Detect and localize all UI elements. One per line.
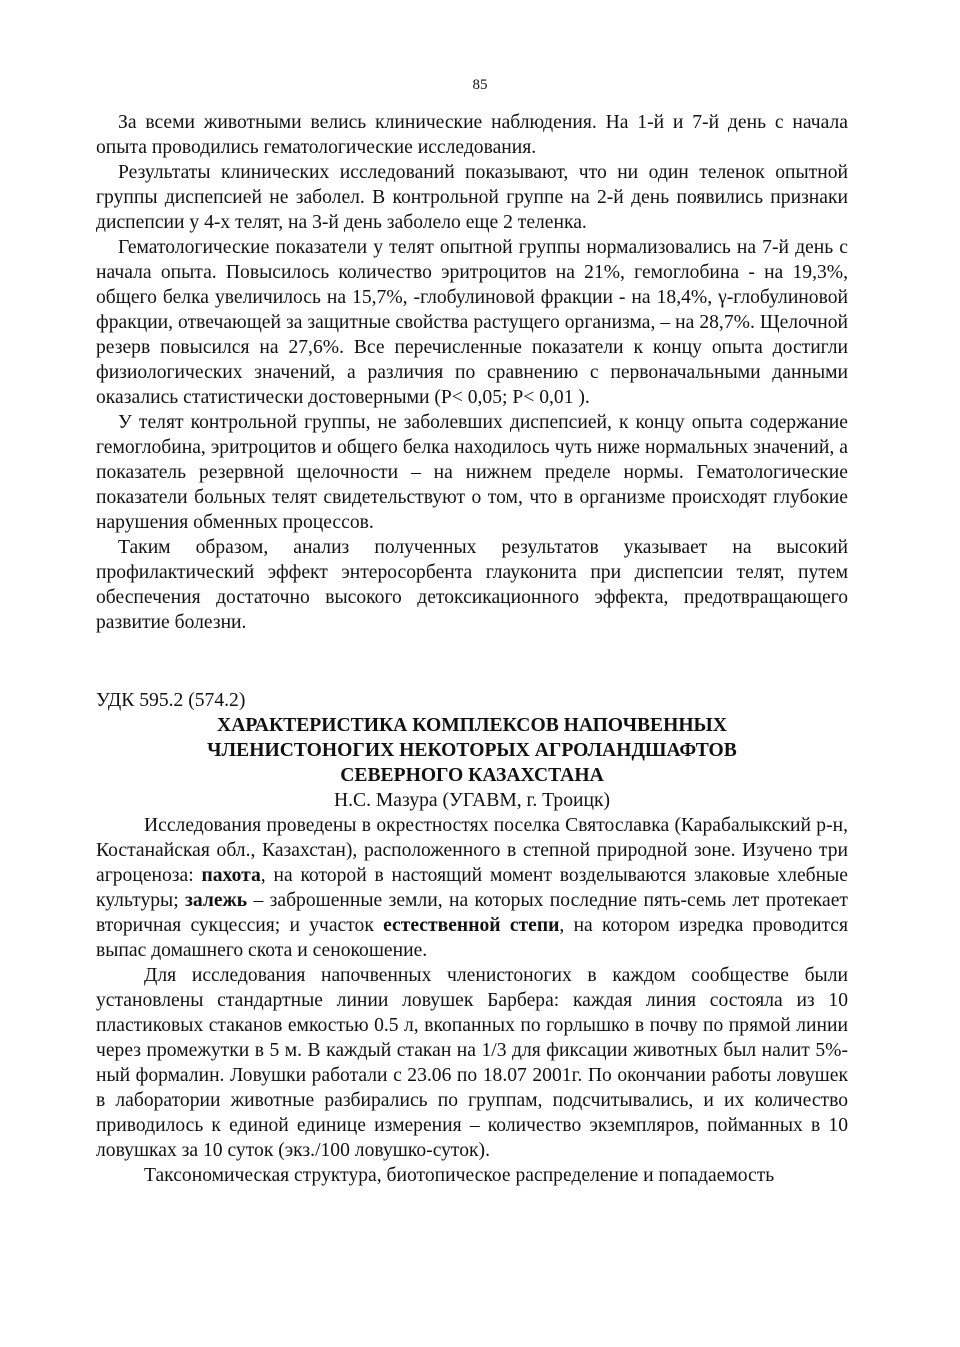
paragraph-observations: За всеми животными велись клинические наблюдения. На 1-й и 7-й день с начала опыта проводились гематологические исследования. [96,112,848,158]
previous-article-conclusion [96,110,848,635]
text-run: – заброшенные земли, на которых последние пять-семь лет протекает вторичная сукцессия; и участок [96,890,848,936]
text-run: , на которой в настоящий момент возделываются злаковые хлебные культуры; [96,865,848,911]
paragraph-clinical-results: Результаты клинических исследований показывают, что ни один теленок опытной группы диспепсией не заболел. В контрольной группе на 2-й день появились признаки диспепсии у 4-х телят, на 3-й день заболело еще 2 теленка. [96,162,848,233]
term-fallow: залежь [185,890,248,911]
text-run: Исследования проведены в окрестностях поселка Святославка (Карабалыкский р-н, Костанайская обл., Казахстан), расположенного в степной природной зоне. Изучено три агроценоза: [96,815,848,886]
page-number: 85 [472,77,488,93]
term-natural-steppe: естественной степи [383,915,560,936]
paragraph-hematology: Гематологические показатели у телят опытной группы нормализовались на 7-й день с начала опыта. Повысилось количество эритроцитов на 21%, гемоглобина - на 19,3%, общего белка увеличилось на 15,7%, -глобулиновой фракции - на 18,4%, γ-глобулиновой фракции, отвечающей за защитные свойства растущего организма, – на 28,7%. Щелочной резерв повысился на 27,6%. Все перечисленные показатели к концу опыта достигли физиологических значений, а различия по сравнению с первоначальными данными оказались статистически достоверными (Р< 0,05; Р< 0,01 ). [96,237,848,408]
article-body [96,813,848,1188]
paragraph-conclusion: Таким образом, анализ полученных результатов указывает на высокий профилактический эффект энтеросорбента глауконита при диспепсии телят, путем обеспечения достаточно высокого детоксикационного эффекта, предотвращающего развитие болезни. [96,537,848,633]
article-author: Н.С. Мазура (УГАВМ, г. Троицк) [333,790,611,811]
article-title-line: СЕВЕРНОГО КАЗАХСТАНА [340,765,604,786]
paragraph-taxonomy: Таксономическая структура, биотопическое распределение и попадаемость [144,1165,775,1186]
article-title [96,713,848,788]
paragraph-control-group: У телят контрольной группы, не заболевших диспепсией, к концу опыта содержание гемоглобина, эритроцитов и общего белка находилось чуть ниже нормальных значений, а показатель резервной щелочности – на нижнем пределе нормы. Гематологические показатели больных телят свидетельствуют о том, что в организме происходят глубокие нарушения обменных процессов. [96,412,848,533]
article-title-line: ХАРАКТЕРИСТИКА КОМПЛЕКСОВ НАПОЧВЕННЫХ [217,715,727,736]
paragraph-study-area [96,813,848,963]
article-title-line: ЧЛЕНИСТОНОГИХ НЕКОТОРЫХ АГРОЛАНДШАФТОВ [207,740,737,761]
udk-code: УДК 595.2 (574.2) [96,690,246,711]
paragraph-methods: Для исследования напочвенных членистоногих в каждом сообществе были установлены стандартные линии ловушек Барбера: каждая линия состояла из 10 пластиковых стаканов емкостью 0.5 л, вкопанных по горлышко в почву по прямой линии через промежутки в 5 м. В каждый стакан на 1/3 для фиксации животных был налит 5%-ный формалин. Ловушки работали с 23.06 по 18.07 2001г. По окончании работы ловушек в лаборатории животные разбирались по группам, подсчитывались, и их количество приводилось к единой единице измерения – количество экземпляров, пойманных в 10 ловушках за 10 суток (экз./100 ловушко-суток). [96,965,848,1161]
text-run: , на котором изредка проводится выпас домашнего скота и сенокошение. [96,915,849,961]
term-arable: пахота [201,865,261,886]
